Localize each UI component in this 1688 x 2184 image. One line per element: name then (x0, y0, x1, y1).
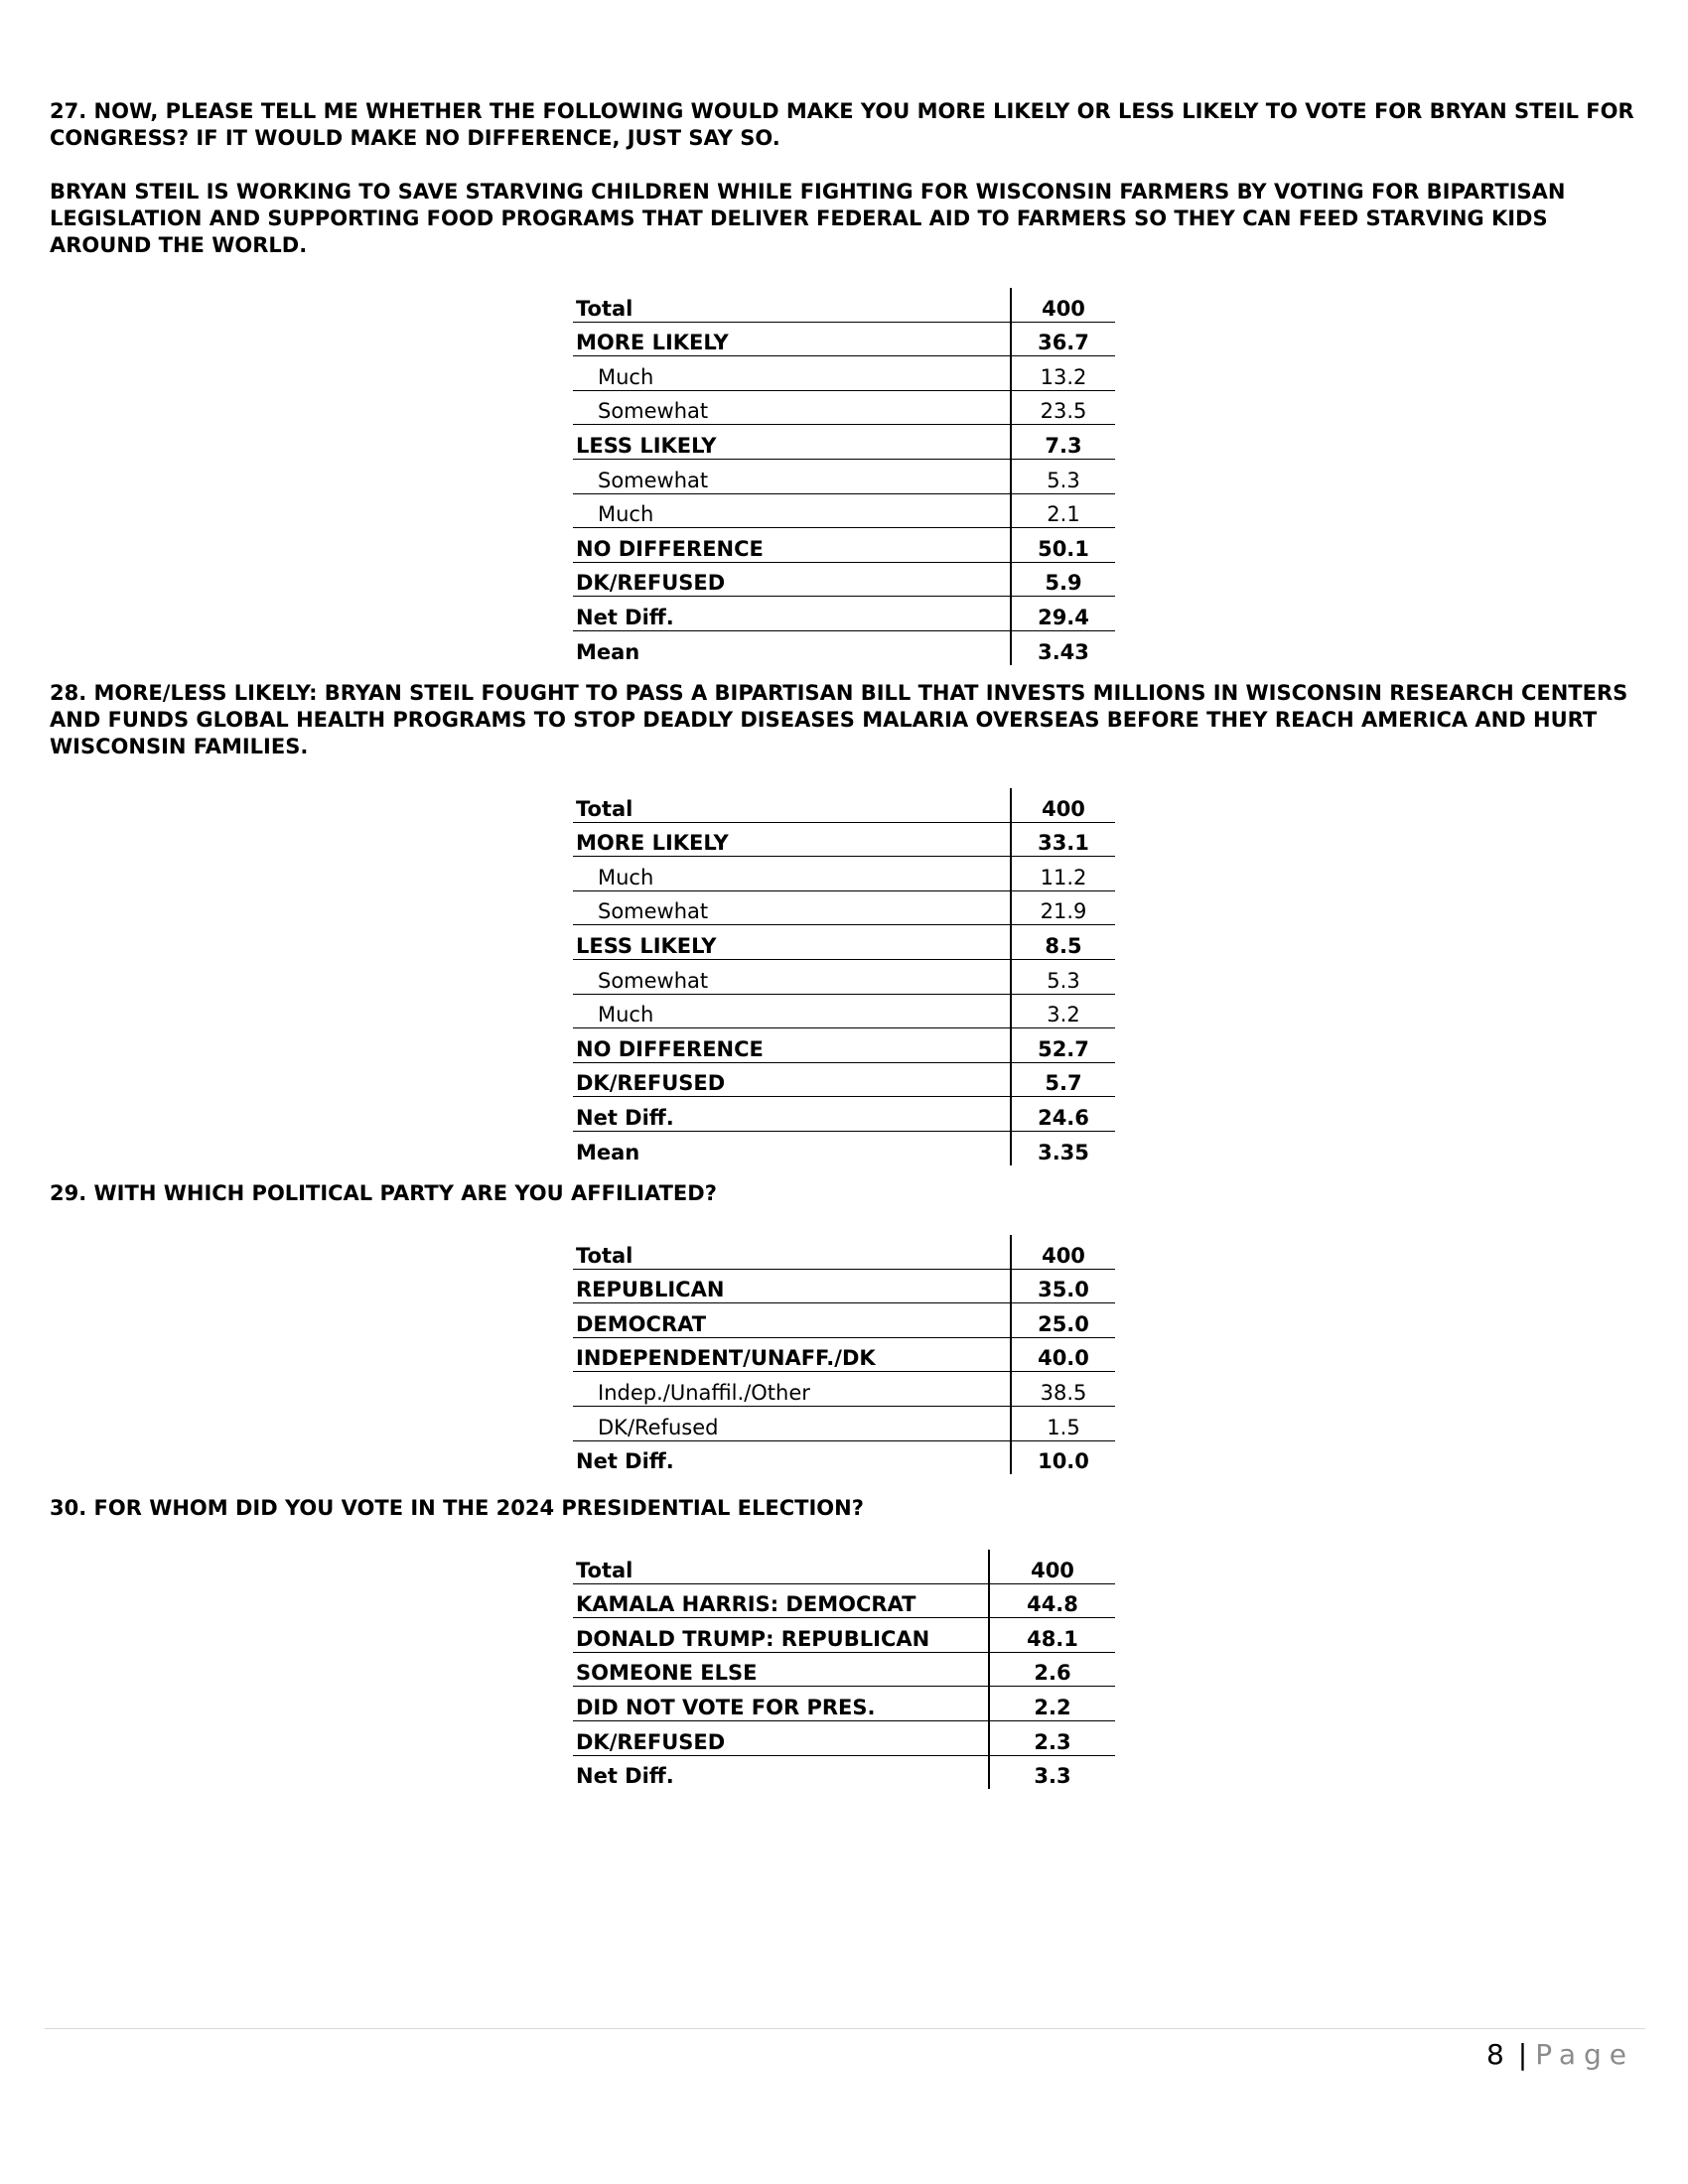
table-row: MORE LIKELY 36.7 (573, 322, 1115, 356)
table-row: Somewhat 23.5 (573, 390, 1115, 425)
table-row: MORE LIKELY 33.1 (573, 822, 1115, 857)
table-row: Mean 3.43 (573, 630, 1115, 664)
results-table-27 (573, 288, 1115, 665)
page-word: Page (1535, 2038, 1634, 2071)
table-row: DK/Refused 1.5 (573, 1406, 1115, 1440)
table-row: Net Diff. 24.6 (573, 1097, 1115, 1132)
table-row: DEMOCRAT 25.0 (573, 1303, 1115, 1338)
table-row: KAMALA HARRIS: DEMOCRAT 44.8 (573, 1583, 1115, 1618)
table-row: Somewhat 21.9 (573, 890, 1115, 925)
question-30-prompt: 30. FOR WHOM DID YOU VOTE IN THE 2024 PRESIDENTIAL ELECTION? (50, 1496, 864, 1520)
table-row: Net Diff. 3.3 (573, 1755, 1115, 1789)
table-row: REPUBLICAN 35.0 (573, 1269, 1115, 1303)
table-row: DK/REFUSED 5.9 (573, 562, 1115, 597)
table-row: Total 400 (573, 1235, 1115, 1269)
results-table-28 (573, 788, 1115, 1165)
question-29-prompt: 29. WITH WHICH POLITICAL PARTY ARE YOU AFFILIATED? (50, 1181, 717, 1205)
question-29 (50, 1180, 1638, 1207)
results-table-30 (573, 1550, 1115, 1789)
question-27-statement: BRYAN STEIL IS WORKING TO SAVE STARVING CHILDREN WHILE FIGHTING FOR WISCONSIN FARMERS BY VOTING FOR BIPARTISAN LEGISLATION AND SUPPORTING FOOD PROGRAMS THAT DELIVER FEDERAL AID TO FARMERS SO THEY CAN FEED STARVING KIDS AROUND THE WORLD. (50, 180, 1566, 257)
table-row: LESS LIKELY 7.3 (573, 425, 1115, 460)
page-number: 8 (1485, 2038, 1504, 2071)
table-row: NO DIFFERENCE 52.7 (573, 1028, 1115, 1063)
table-row: Much 11.2 (573, 857, 1115, 891)
table-row: DK/REFUSED 2.3 (573, 1720, 1115, 1755)
table-row: Mean 3.35 (573, 1131, 1115, 1164)
table-row: DID NOT VOTE FOR PRES. 2.2 (573, 1687, 1115, 1721)
table-row: DONALD TRUMP: REPUBLICAN 48.1 (573, 1618, 1115, 1653)
table-row: Much 13.2 (573, 356, 1115, 391)
table-row: SOMEONE ELSE 2.6 (573, 1652, 1115, 1687)
table-row: Net Diff. 10.0 (573, 1440, 1115, 1474)
question-30 (50, 1495, 1638, 1522)
results-table-29 (573, 1235, 1115, 1474)
table-row: DK/REFUSED 5.7 (573, 1062, 1115, 1097)
question-28 (50, 680, 1638, 760)
table-row: Much 2.1 (573, 493, 1115, 528)
table-row: Somewhat 5.3 (573, 959, 1115, 994)
table-row: Indep./Unaffil./Other 38.5 (573, 1372, 1115, 1407)
table-row: Much 3.2 (573, 994, 1115, 1028)
table-row: Total 400 (573, 788, 1115, 822)
question-28-prompt: 28. MORE/LESS LIKELY: BRYAN STEIL FOUGHT TO PASS A BIPARTISAN BILL THAT INVESTS MILLIONS IN WISCONSIN RESEARCH CENTERS AND FUNDS GLOBAL HEALTH PROGRAMS TO STOP DEADLY DISEASES MALARIA OVERSEAS BEFORE THEY REACH AMERICA AND HURT WISCONSIN FAMILIES. (50, 681, 1628, 758)
page-footer (1486, 2038, 1634, 2071)
question-27-prompt: 27. NOW, PLEASE TELL ME WHETHER THE FOLLOWING WOULD MAKE YOU MORE LIKELY OR LESS LIKELY TO VOTE FOR BRYAN STEIL FOR CONGRESS? IF IT WOULD MAKE NO DIFFERENCE, JUST SAY SO. (50, 99, 1634, 150)
table-row: NO DIFFERENCE 50.1 (573, 528, 1115, 563)
table-row: INDEPENDENT/UNAFF./DK 40.0 (573, 1337, 1115, 1372)
table-row: Somewhat 5.3 (573, 459, 1115, 493)
page-separator: | (1517, 2038, 1528, 2071)
question-27 (50, 98, 1638, 259)
table-row: Total 400 (573, 288, 1115, 322)
table-row: LESS LIKELY 8.5 (573, 925, 1115, 960)
table-row: Total 400 (573, 1550, 1115, 1583)
table-row: Net Diff. 29.4 (573, 597, 1115, 631)
footer-divider (45, 2028, 1645, 2029)
